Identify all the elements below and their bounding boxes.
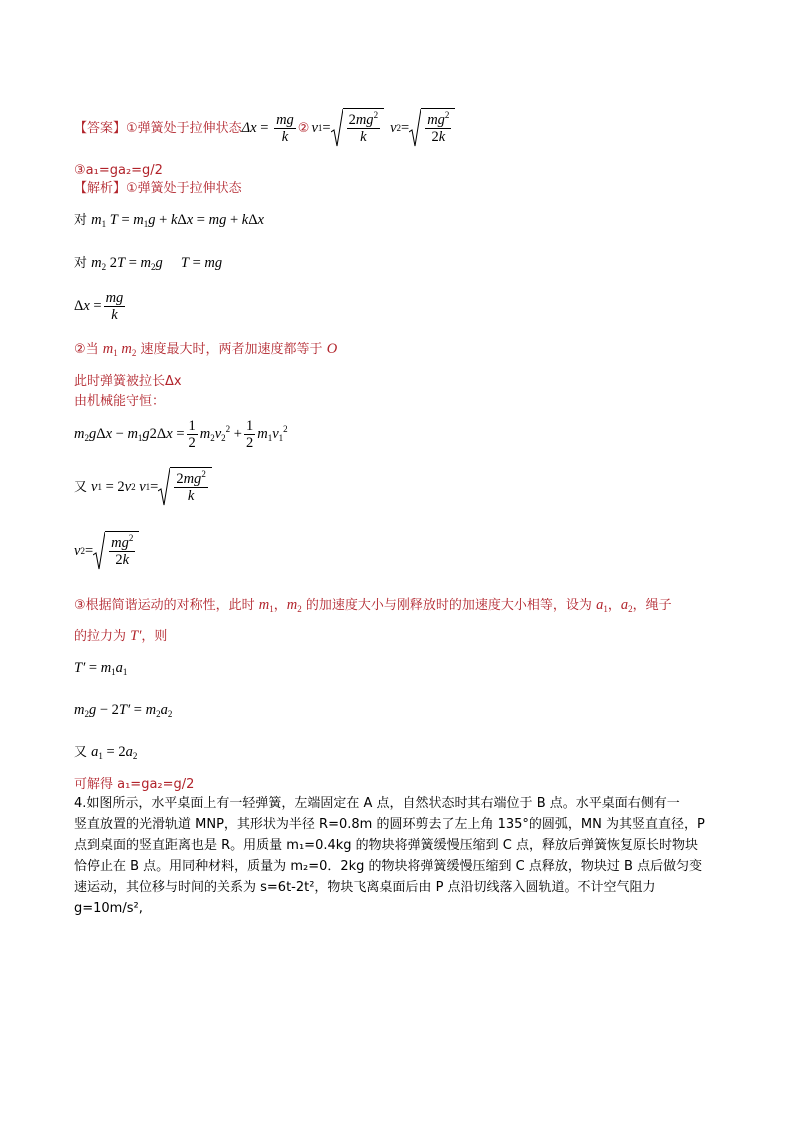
problem4-line1: 4.如图所示，水平桌面上有一轻弹簧，左端固定在 A 点，自然状态时其右端位于 B 点。水平桌面右侧有一 bbox=[74, 796, 680, 811]
eq-m1-prefix: 对 bbox=[74, 213, 88, 228]
answer-label: 【答案】 bbox=[74, 120, 127, 136]
part3-c: ，绳子 bbox=[632, 598, 672, 613]
again-prefix: 又 bbox=[74, 479, 88, 495]
problem4-line6: g=10m/s², bbox=[74, 901, 143, 916]
eq-dx: Δx = $\frac{mg}{k}$ bbox=[74, 290, 124, 323]
part3-b: 的加速度大小与刚释放时的加速度大小相等，设为 bbox=[305, 598, 592, 613]
analysis-label: 【解析】 bbox=[74, 181, 127, 196]
problem4-line2: 竖直放置的光滑轨道 MNP，其形状为半径 R=0.8m 的圆环剪去了左上角 135°的圆弧，MN 为其竖直直径，P bbox=[74, 817, 705, 832]
eq-m1: 对 $m_1$ $T = m_1g + k\Delta x$ = mg + kΔx bbox=[74, 212, 264, 229]
part3-d: 的拉力为 bbox=[74, 629, 127, 644]
eq-tension: $T' = m_1a_1$ bbox=[74, 660, 128, 677]
part2-rest: 速度最大时，两者加速度都等于 bbox=[140, 342, 323, 357]
part2-line: ②当 $m_1$ $m_2$ 速度最大时，两者加速度都等于 O bbox=[74, 341, 338, 358]
problem4-line3: 点到桌面的竖直距离也是 R。用质量 m₁=0.4kg 的物块将弹簧缓慢压缩到 C 点，释放后弹簧恢复原长时物块 bbox=[74, 838, 698, 853]
eq-v2: v 2 = $\frac{mg^2}{2k}$ bbox=[74, 529, 139, 573]
energy-line: 由机械能守恒： bbox=[74, 394, 166, 409]
result-line: 可解得 a₁=ga₂=g/2 bbox=[74, 777, 195, 792]
part2-intro: ②当 bbox=[74, 342, 99, 357]
eq-again: 又 v 1 = 2 v 2 v 1 = $\frac{2mg^2}{k}$ bbox=[74, 465, 212, 509]
answer-part1: ①弹簧处于拉伸状态 bbox=[126, 120, 242, 136]
again2-prefix: 又 bbox=[74, 745, 88, 760]
eq-accel-relation: 又 $a_1 = 2a_2$ bbox=[74, 744, 138, 761]
eq-m2-prefix: 对 bbox=[74, 256, 88, 271]
problem4-line5: 速运动，其位移与时间的关系为 s=6t-2t²，物块飞离桌面后由 P 点沿切线落入圆轨道。不计空气阻力 bbox=[74, 880, 656, 895]
analysis-heading-line bbox=[74, 180, 242, 197]
analysis-heading: ①弹簧处于拉伸状态 bbox=[126, 181, 242, 196]
part3-e: ，则 bbox=[141, 629, 168, 644]
answer-line bbox=[74, 107, 455, 149]
stretched-line: 此时弹簧被拉长Δx bbox=[74, 374, 182, 389]
answer-part2-marker: ② bbox=[297, 120, 310, 136]
problem4-line4: 恰停止在 B 点。用同种材料，质量为 m₂=0．2kg 的物块将弹簧缓慢压缩到 C 点释放，物块过 B 点后做匀变 bbox=[74, 859, 703, 874]
part3-line1: ③根据简谐运动的对称性，此时 $m_1$，$m_2$ 的加速度大小与刚释放时的加速度大小相等，设为 $a_1$，$a_2$，绳子 bbox=[74, 597, 672, 614]
part2-zero: O bbox=[326, 341, 338, 357]
part3-line2: 的拉力为 T′，则 bbox=[74, 628, 168, 644]
answer-part3: ③a₁=ga₂=g/2 bbox=[74, 163, 163, 178]
eq-energy: $m_2g\Delta x - m_1g2\Delta x$ = $\frac{1}{2}$ $m_2v_2^2$ + $\frac{1}{2}$ $m_1v_1^2$ bbox=[74, 418, 288, 451]
eq-m2: 对 $m_2$ $2T = m_2g$ T = mg bbox=[74, 255, 223, 272]
eq-m2-dynamics: $m_2g - 2T' = m_2a_2$ bbox=[74, 702, 173, 719]
answer-v1-formula: v 1 = $\frac{2mg^2}{k}$ bbox=[311, 108, 384, 148]
answer-dx-formula: Δx = $\frac{mg}{k}$ bbox=[241, 111, 294, 145]
answer-v2-formula: v 2 = $\frac{mg^2}{2k}$ bbox=[390, 108, 455, 148]
part3-a: ③根据简谐运动的对称性，此时 bbox=[74, 598, 255, 613]
